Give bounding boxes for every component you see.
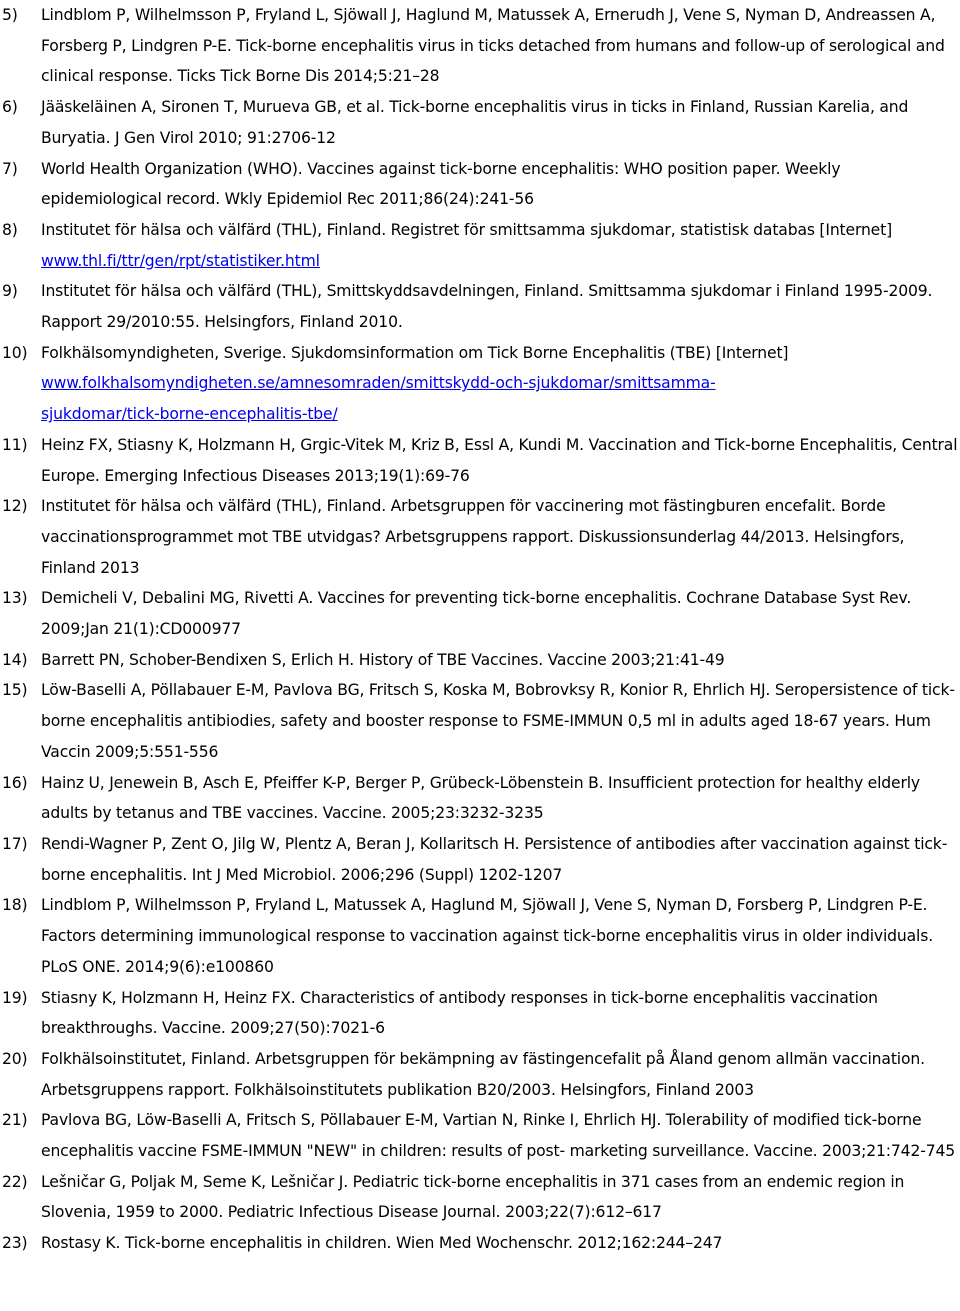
reference-item xyxy=(0,92,960,153)
reference-number: 15) xyxy=(2,681,28,700)
reference-item xyxy=(0,1228,960,1259)
reference-item xyxy=(0,645,960,676)
reference-text: Lindblom P, Wilhelmsson P, Fryland L, Sjöwall J, Haglund M, Matussek A, Ernerudh J, Vene S, Nyman D, Andreassen A, Forsberg P, Lindgren P-E. Tick-borne encephalitis virus in ticks detached from humans and follow-up of serological and clinical response. Ticks Tick Borne Dis 2014;5:21–28 xyxy=(41,6,945,86)
reference-item xyxy=(0,983,960,1044)
reference-item xyxy=(0,491,960,583)
reference-number: 19) xyxy=(2,988,28,1007)
reference-number: 21) xyxy=(2,1111,28,1130)
reference-number: 13) xyxy=(2,589,28,608)
reference-item xyxy=(0,1105,960,1166)
reference-item xyxy=(0,276,960,337)
reference-text: Institutet för hälsa och välfärd (THL), Finland. Arbetsgruppen för vaccinering mot fästingburen encefalit. Borde vaccinationsprogrammet mot TBE utvidgas? Arbetsgruppens rapport. Diskussionsunderlag 44/2013. Helsingfors, Finland 2013 xyxy=(41,497,905,577)
reference-item xyxy=(0,430,960,491)
reference-number: 5) xyxy=(2,6,18,24)
reference-item xyxy=(0,0,960,92)
reference-item xyxy=(0,768,960,829)
reference-item xyxy=(0,890,960,982)
reference-item xyxy=(0,338,960,430)
reference-number: 8) xyxy=(2,220,18,239)
reference-number: 23) xyxy=(2,1234,28,1253)
reference-text: Lindblom P, Wilhelmsson P, Fryland L, Matussek A, Haglund M, Sjöwall J, Vene S, Nyman D, Forsberg P, Lindgren P-E. Factors determining immunological response to vaccination against tick-borne encephalitis virus in older individuals. PLoS ONE. 2014;9(6):e100860 xyxy=(41,896,934,976)
reference-number: 7) xyxy=(2,159,18,178)
reference-text: Stiasny K, Holzmann H, Heinz FX. Characteristics of antibody responses in tick-borne encephalitis vaccination breakthroughs. Vaccine. 2009;27(50):7021-6 xyxy=(41,988,878,1038)
reference-number: 22) xyxy=(2,1172,28,1191)
reference-text: Demicheli V, Debalini MG, Rivetti A. Vaccines for preventing tick-borne encephalitis. Cochrane Database Syst Rev. 2009;Jan 21(1):CD000977 xyxy=(41,589,912,639)
reference-text: Löw-Baselli A, Pöllabauer E-M, Pavlova BG, Fritsch S, Koska M, Bobrovksy R, Konior R, Ehrlich HJ. Seropersistence of tick-borne encephalitis antibiodies, safety and booster response to FSME-IMMUN 0,5 ml in adults aged 18-67 years. Hum Vaccin 2009;5:551-556 xyxy=(41,681,955,761)
reference-number: 6) xyxy=(2,98,18,117)
reference-number: 20) xyxy=(2,1049,28,1068)
reference-number: 9) xyxy=(2,282,18,301)
reference-text: World Health Organization (WHO). Vaccines against tick-borne encephalitis: WHO position paper. Weekly epidemiological record. Wkly Epidemiol Rec 2011;86(24):241-56 xyxy=(41,159,841,209)
reference-text: Institutet för hälsa och välfärd (THL), Finland. Registret för smittsamma sjukdomar, statistisk databas [Internet] xyxy=(41,220,893,239)
reference-text: Rostasy K. Tick-borne encephalitis in children. Wien Med Wochenschr. 2012;162:244–247 xyxy=(41,1234,723,1253)
reference-item xyxy=(0,829,960,890)
reference-text: Barrett PN, Schober-Bendixen S, Erlich H. History of TBE Vaccines. Vaccine 2003;21:41-49 xyxy=(41,650,725,669)
reference-link[interactable]: www.folkhalsomyndigheten.se/amnesomraden/smittskydd-och-sjukdomar/smittsamma- xyxy=(41,374,716,393)
reference-text: Heinz FX, Stiasny K, Holzmann H, Grgic-Vitek M, Kriz B, Essl A, Kundi M. Vaccination and Tick-borne Encephalitis, Central Europe. Emerging Infectious Diseases 2013;19(1):69-76 xyxy=(41,435,958,485)
reference-item xyxy=(0,583,960,644)
reference-text: Rendi-Wagner P, Zent O, Jilg W, Plentz A, Beran J, Kollaritsch H. Persistence of antibodies after vaccination against tick-borne encephalitis. Int J Med Microbiol. 2006;296 (Suppl) 1202-1207 xyxy=(41,834,948,884)
reference-text: Hainz U, Jenewein B, Asch E, Pfeiffer K-P, Berger P, Grübeck-Löbenstein B. Insufficient protection for healthy elderly adults by tetanus and TBE vaccines. Vaccine. 2005;23:3232-3235 xyxy=(41,773,920,823)
reference-text: Folkhälsoinstitutet, Finland. Arbetsgruppen för bekämpning av fästingencefalit på Åland genom allmän vaccination. Arbetsgruppens rapport. Folkhälsoinstitutets publikation B20/2003. Helsingfors, Finland 2003 xyxy=(41,1049,925,1099)
reference-text: Pavlova BG, Löw-Baselli A, Fritsch S, Pöllabauer E-M, Vartian N, Rinke I, Ehrlich HJ. Tolerability of modified tick-borne encephalitis vaccine FSME-IMMUN "NEW" in children: results of post- marketing surveillance. Vaccine. 2003;21:742-745 xyxy=(41,1111,956,1161)
reference-number: 18) xyxy=(2,896,28,915)
reference-item xyxy=(0,1167,960,1228)
reference-number: 12) xyxy=(2,497,28,516)
reference-number: 17) xyxy=(2,834,28,853)
reference-number: 10) xyxy=(2,343,28,362)
reference-text: Institutet för hälsa och välfärd (THL), Smittskyddsavdelningen, Finland. Smittsamma sjukdomar i Finland 1995-2009. Rapport 29/2010:55. Helsingfors, Finland 2010. xyxy=(41,282,933,332)
reference-item xyxy=(0,1044,960,1105)
reference-item xyxy=(0,215,960,276)
reference-item xyxy=(0,154,960,215)
reference-number: 16) xyxy=(2,773,28,792)
reference-text: Jääskeläinen A, Sironen T, Murueva GB, et al. Tick-borne encephalitis virus in ticks in Finland, Russian Karelia, and Buryatia. J Gen Virol 2010; 91:2706-12 xyxy=(41,98,909,147)
reference-link-continued[interactable]: sjukdomar/tick-borne-encephalitis-tbe/ xyxy=(41,405,338,424)
reference-number: 14) xyxy=(2,650,28,669)
reference-item xyxy=(0,675,960,767)
reference-number: 11) xyxy=(2,435,28,454)
reference-text: Folkhälsomyndigheten, Sverige. Sjukdomsinformation om Tick Borne Encephalitis (TBE) [Internet] xyxy=(41,343,789,362)
reference-text: Lešničar G, Poljak M, Seme K, Lešničar J. Pediatric tick-borne encephalitis in 371 cases from an endemic region in Slovenia, 1959 to 2000. Pediatric Infectious Disease Journal. 2003;22(7):612–617 xyxy=(41,1172,905,1222)
reference-link[interactable]: www.thl.fi/ttr/gen/rpt/statistiker.html xyxy=(41,251,320,270)
